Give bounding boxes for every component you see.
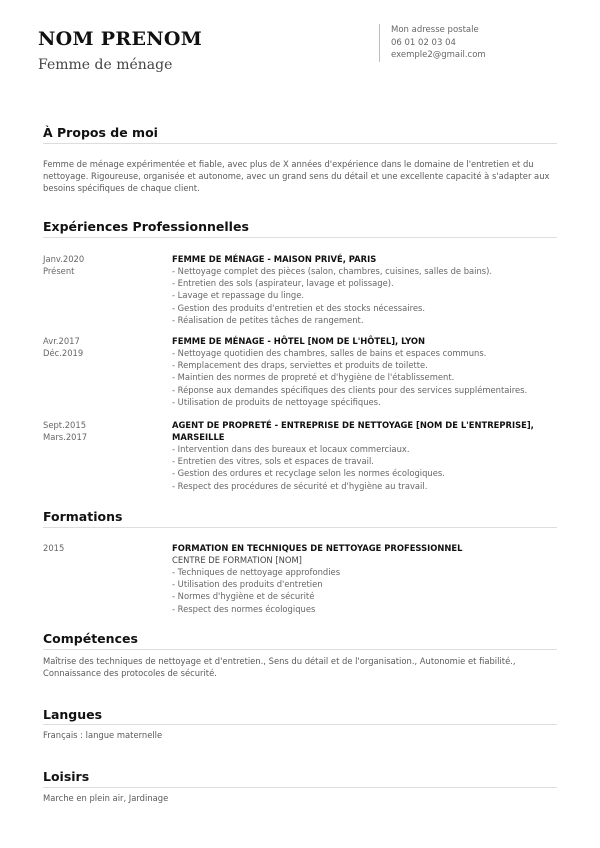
bullet-item: - Remplacement des draps, serviettes et produits de toilette. bbox=[172, 360, 428, 371]
experience-title: AGENT DE PROPRETÉ - ENTREPRISE DE NETTOYAGE [NOM DE L'ENTREPRISE], bbox=[172, 420, 534, 430]
section-title-skills: Compétences bbox=[43, 631, 138, 646]
education-dates bbox=[43, 542, 163, 554]
date-end: Déc.2019 bbox=[43, 348, 84, 358]
experience-bullets bbox=[172, 347, 557, 408]
section-divider bbox=[43, 649, 557, 650]
experience-dates bbox=[43, 253, 163, 277]
postal-address: Mon adresse postale bbox=[391, 25, 479, 35]
bullet-item: - Entretien des sols (aspirateur, lavage et polissage). bbox=[172, 278, 394, 289]
experience-bullets bbox=[172, 443, 557, 492]
contact-block bbox=[379, 24, 486, 62]
section-divider bbox=[43, 237, 557, 238]
bullet-item: - Utilisation de produits de nettoyage spécifiques. bbox=[172, 396, 381, 407]
date-end: Présent bbox=[43, 266, 75, 276]
section-title-hobbies: Loisirs bbox=[43, 769, 90, 784]
section-title-experience: Expériences Professionnelles bbox=[43, 219, 249, 234]
experience-title: FEMME DE MÉNAGE - HÔTEL [NOM DE L'HÔTEL], LYON bbox=[172, 336, 426, 346]
experience-title: FEMME DE MÉNAGE - MAISON PRIVÉ, PARIS bbox=[172, 254, 377, 264]
section-title-languages: Langues bbox=[43, 707, 103, 722]
section-title-about: À Propos de moi bbox=[43, 125, 158, 140]
section-divider bbox=[43, 143, 557, 144]
bullet-item: - Réponse aux demandes spécifiques des clients pour des services supplémentaires. bbox=[172, 384, 528, 395]
experience-content bbox=[172, 419, 557, 492]
experience-content bbox=[172, 253, 557, 326]
bullet-item: - Utilisation des produits d'entretien bbox=[172, 579, 323, 590]
experience-dates bbox=[43, 419, 163, 443]
about-text: Femme de ménage expérimentée et fiable, avec plus de X années d'expérience dans le domaine de l'entretien et du nettoyage. Rigoureuse, organisée et autonome, avec un grand sens du détail et une excellente capacité à s'adapter aux besoins spécifiques de chaque client. bbox=[43, 159, 550, 194]
date-start: Sept.2015 bbox=[43, 420, 87, 430]
section-divider bbox=[43, 787, 557, 788]
experience-content bbox=[172, 335, 557, 408]
resume-header bbox=[0, 0, 600, 100]
bullet-item: - Normes d'hygiène et de sécurité bbox=[172, 591, 315, 602]
person-name: NOM PRENOM bbox=[38, 28, 203, 50]
education-bullets bbox=[172, 566, 557, 615]
bullet-item: - Intervention dans des bureaux et locaux commerciaux. bbox=[172, 444, 410, 454]
languages-text: Français : langue maternelle bbox=[43, 730, 163, 740]
hobbies-text: Marche en plein air, Jardinage bbox=[43, 793, 169, 803]
experience-dates bbox=[43, 335, 163, 359]
section-title-education: Formations bbox=[43, 509, 123, 524]
phone-number: 06 01 02 03 04 bbox=[391, 37, 456, 48]
bullet-item: - Gestion des ordures et recyclage selon les normes écologiques. bbox=[172, 468, 445, 479]
bullet-item: - Réalisation de petites tâches de rangement. bbox=[172, 314, 364, 325]
email-address: exemple2@gmail.com bbox=[391, 50, 486, 60]
experience-bullets bbox=[172, 265, 557, 326]
bullet-item: - Nettoyage quotidien des chambres, salles de bains et espaces communs. bbox=[172, 348, 487, 358]
education-year: 2015 bbox=[43, 543, 65, 553]
section-divider bbox=[43, 527, 557, 528]
bullet-item: - Respect des procédures de sécurité et d'hygiène au travail. bbox=[172, 480, 428, 491]
date-end: Mars.2017 bbox=[43, 432, 88, 442]
job-title: Femme de ménage bbox=[38, 57, 173, 73]
education-title: FORMATION EN TECHNIQUES DE NETTOYAGE PROFESSIONNEL bbox=[172, 543, 463, 553]
bullet-item: - Techniques de nettoyage approfondies bbox=[172, 567, 341, 577]
bullet-item: - Maintien des normes de propreté et d'hygiène de l'établissement. bbox=[172, 372, 455, 383]
bullet-item: - Respect des normes écologiques bbox=[172, 603, 316, 614]
bullet-item: - Entretien des vitres, sols et espaces de travail. bbox=[172, 456, 374, 467]
skills-text: Maîtrise des techniques de nettoyage et d'entretien., Sens du détail et de l'organisation., Autonomie et fiabilité., Connaissance des protocoles de sécurité. bbox=[43, 656, 516, 679]
section-divider bbox=[43, 724, 557, 725]
date-start: Avr.2017 bbox=[43, 336, 80, 346]
bullet-item: - Nettoyage complet des pièces (salon, chambres, cuisines, salles de bains). bbox=[172, 266, 493, 276]
date-start: Janv.2020 bbox=[43, 254, 85, 264]
bullet-item: - Lavage et repassage du linge. bbox=[172, 290, 305, 301]
bullet-item: - Gestion des produits d'entretien et des stocks nécessaires. bbox=[172, 302, 426, 313]
education-content bbox=[172, 542, 557, 615]
experience-title-continued: MARSEILLE bbox=[172, 432, 225, 442]
education-school: CENTRE DE FORMATION [NOM] bbox=[172, 555, 302, 565]
